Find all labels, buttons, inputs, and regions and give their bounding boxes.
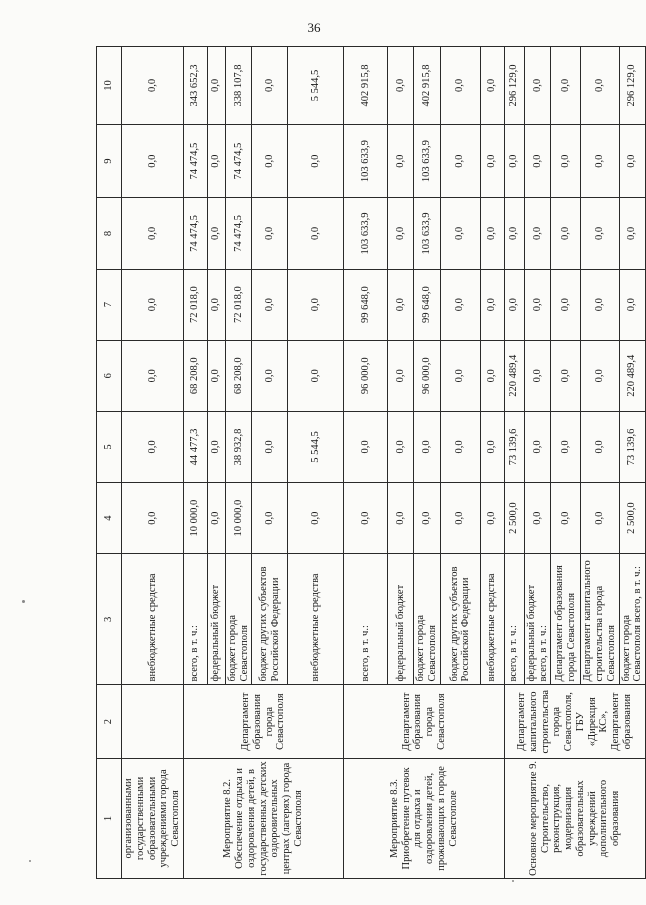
value-cell: 0,0 bbox=[480, 483, 504, 554]
value-cell: 296 129,0 bbox=[619, 47, 646, 125]
value-cell: 0,0 bbox=[504, 198, 524, 269]
value-cell: 0,0 bbox=[288, 269, 344, 340]
value-cell: 0,0 bbox=[551, 198, 581, 269]
value-cell: 0,0 bbox=[388, 47, 414, 125]
value-cell: 0,0 bbox=[619, 198, 646, 269]
value-cell: 0,0 bbox=[551, 340, 581, 411]
value-cell: 0,0 bbox=[524, 124, 551, 197]
value-cell: 2 500,0 bbox=[504, 483, 524, 554]
value-cell: 402 915,8 bbox=[344, 47, 388, 125]
budget-table bbox=[96, 46, 646, 879]
value-cell: 0,0 bbox=[619, 124, 646, 197]
scan-speck bbox=[22, 600, 25, 603]
value-cell: 0,0 bbox=[440, 47, 480, 125]
value-cell: 0,0 bbox=[388, 269, 414, 340]
value-cell: 0,0 bbox=[122, 269, 184, 340]
value-cell: 99 648,0 bbox=[414, 269, 441, 340]
value-cell: 0,0 bbox=[207, 340, 225, 411]
scan-speck bbox=[29, 860, 31, 862]
funding-source-cell: федеральный бюджет bbox=[207, 554, 225, 685]
value-cell: 343 652,3 bbox=[183, 47, 207, 125]
value-cell: 2 500,0 bbox=[619, 483, 646, 554]
value-cell: 0,0 bbox=[388, 340, 414, 411]
value-cell: 220 489,4 bbox=[504, 340, 524, 411]
column-header: 6 bbox=[97, 340, 122, 411]
column-header: 10 bbox=[97, 47, 122, 125]
value-cell: 0,0 bbox=[388, 124, 414, 197]
value-cell: 0,0 bbox=[207, 124, 225, 197]
value-cell: 68 208,0 bbox=[225, 340, 252, 411]
value-cell: 0,0 bbox=[252, 269, 288, 340]
value-cell: 72 018,0 bbox=[183, 269, 207, 340]
value-cell: 0,0 bbox=[440, 198, 480, 269]
executor-cell: Департамент капитального строительства города Севастополя, ГБУ «Дирекция КС», Департамент образования bbox=[504, 685, 645, 758]
table-row bbox=[122, 47, 184, 879]
executor-cell: Департамент образования города Севастополя bbox=[183, 685, 344, 758]
measure-name-cell: Мероприятие 8.3. Приобретение путевок для отдыха и оздоровления детей, проживающих в городе Севастополе bbox=[344, 758, 505, 878]
value-cell: 0,0 bbox=[480, 269, 504, 340]
funding-source-cell: всего, в т. ч.: bbox=[504, 554, 524, 685]
value-cell: 0,0 bbox=[619, 269, 646, 340]
value-cell: 0,0 bbox=[344, 411, 388, 482]
value-cell: 10 000,0 bbox=[225, 483, 252, 554]
value-cell: 74 474,5 bbox=[183, 124, 207, 197]
table-row bbox=[344, 47, 388, 879]
value-cell: 0,0 bbox=[252, 124, 288, 197]
column-header: 9 bbox=[97, 124, 122, 197]
value-cell: 402 915,8 bbox=[414, 47, 441, 125]
value-cell: 0,0 bbox=[288, 198, 344, 269]
value-cell: 0,0 bbox=[581, 47, 619, 125]
value-cell: 0,0 bbox=[252, 47, 288, 125]
value-cell: 296 129,0 bbox=[504, 47, 524, 125]
value-cell: 0,0 bbox=[207, 198, 225, 269]
funding-source-cell: бюджет города Севастополя всего, в т. ч.: bbox=[619, 554, 646, 685]
value-cell: 0,0 bbox=[122, 47, 184, 125]
value-cell: 103 633,9 bbox=[344, 124, 388, 197]
value-cell: 0,0 bbox=[480, 47, 504, 125]
table-row bbox=[504, 47, 524, 879]
funding-source-cell: Департамент образования города Севастополя bbox=[551, 554, 581, 685]
value-cell: 0,0 bbox=[122, 124, 184, 197]
measure-name-cell: Основное мероприятие 9. Строительство, реконструкция, модернизация образовательных учреждений дополнительного образования bbox=[504, 758, 645, 878]
scan-speck bbox=[512, 880, 514, 882]
value-cell: 72 018,0 bbox=[225, 269, 252, 340]
value-cell: 0,0 bbox=[122, 198, 184, 269]
value-cell: 338 107,8 bbox=[225, 47, 252, 125]
value-cell: 0,0 bbox=[207, 411, 225, 482]
value-cell: 220 489,4 bbox=[619, 340, 646, 411]
funding-source-cell: внебюджетные средства bbox=[288, 554, 344, 685]
value-cell: 0,0 bbox=[207, 483, 225, 554]
measure-name-cell: организованными государственными образовательными учреждениями города Севастополя bbox=[122, 758, 184, 878]
page-number: 36 bbox=[307, 20, 321, 35]
value-cell: 0,0 bbox=[480, 340, 504, 411]
value-cell: 0,0 bbox=[440, 269, 480, 340]
value-cell: 0,0 bbox=[388, 483, 414, 554]
value-cell: 0,0 bbox=[440, 124, 480, 197]
table-wrapper bbox=[96, 46, 644, 879]
table-row bbox=[183, 47, 207, 879]
value-cell: 0,0 bbox=[524, 269, 551, 340]
funding-source-cell: бюджет других субъектов Российской Федерации bbox=[252, 554, 288, 685]
column-header: 1 bbox=[97, 758, 122, 878]
value-cell: 0,0 bbox=[122, 411, 184, 482]
value-cell: 96 000,0 bbox=[414, 340, 441, 411]
header-row bbox=[97, 47, 122, 879]
value-cell: 5 544,5 bbox=[288, 411, 344, 482]
value-cell: 0,0 bbox=[581, 483, 619, 554]
value-cell: 0,0 bbox=[581, 198, 619, 269]
value-cell: 68 208,0 bbox=[183, 340, 207, 411]
value-cell: 0,0 bbox=[524, 483, 551, 554]
value-cell: 0,0 bbox=[414, 483, 441, 554]
value-cell: 103 633,9 bbox=[414, 124, 441, 197]
value-cell: 0,0 bbox=[388, 411, 414, 482]
column-header: 2 bbox=[97, 685, 122, 758]
funding-source-cell: бюджет города Севастополя bbox=[225, 554, 252, 685]
column-header: 7 bbox=[97, 269, 122, 340]
value-cell: 0,0 bbox=[551, 47, 581, 125]
value-cell: 0,0 bbox=[524, 411, 551, 482]
funding-source-cell: Департамент капитального строительства города Севастополя bbox=[581, 554, 619, 685]
value-cell: 0,0 bbox=[440, 483, 480, 554]
funding-source-cell: бюджет других субъектов Российской Федерации bbox=[440, 554, 480, 685]
value-cell: 0,0 bbox=[480, 198, 504, 269]
value-cell: 0,0 bbox=[207, 47, 225, 125]
value-cell: 5 544,5 bbox=[288, 47, 344, 125]
value-cell: 0,0 bbox=[551, 124, 581, 197]
executor-cell: Департамент образования города Севастополя bbox=[344, 685, 505, 758]
value-cell: 0,0 bbox=[440, 340, 480, 411]
value-cell: 103 633,9 bbox=[414, 198, 441, 269]
value-cell: 0,0 bbox=[344, 483, 388, 554]
value-cell: 0,0 bbox=[440, 411, 480, 482]
funding-source-cell: бюджет города Севастополя bbox=[414, 554, 441, 685]
value-cell: 0,0 bbox=[288, 483, 344, 554]
value-cell: 74 474,5 bbox=[225, 124, 252, 197]
value-cell: 74 474,5 bbox=[225, 198, 252, 269]
value-cell: 44 477,3 bbox=[183, 411, 207, 482]
value-cell: 0,0 bbox=[288, 340, 344, 411]
value-cell: 73 139,6 bbox=[619, 411, 646, 482]
value-cell: 0,0 bbox=[252, 411, 288, 482]
value-cell: 0,0 bbox=[388, 198, 414, 269]
value-cell: 0,0 bbox=[122, 340, 184, 411]
value-cell: 0,0 bbox=[551, 483, 581, 554]
value-cell: 0,0 bbox=[524, 47, 551, 125]
value-cell: 0,0 bbox=[581, 269, 619, 340]
column-header: 3 bbox=[97, 554, 122, 685]
funding-source-cell: федеральный бюджет всего, в т. ч.: bbox=[524, 554, 551, 685]
value-cell: 0,0 bbox=[581, 124, 619, 197]
rotated-table-area bbox=[96, 46, 644, 879]
funding-source-cell: всего, в т. ч.: bbox=[344, 554, 388, 685]
value-cell: 0,0 bbox=[581, 411, 619, 482]
executor-cell bbox=[122, 685, 184, 758]
value-cell: 0,0 bbox=[252, 198, 288, 269]
value-cell: 0,0 bbox=[504, 269, 524, 340]
value-cell: 0,0 bbox=[122, 483, 184, 554]
value-cell: 0,0 bbox=[581, 340, 619, 411]
value-cell: 99 648,0 bbox=[344, 269, 388, 340]
value-cell: 74 474,5 bbox=[183, 198, 207, 269]
value-cell: 0,0 bbox=[480, 124, 504, 197]
value-cell: 0,0 bbox=[480, 411, 504, 482]
value-cell: 0,0 bbox=[524, 198, 551, 269]
funding-source-cell: внебюджетные средства bbox=[122, 554, 184, 685]
measure-name-cell: Мероприятие 8.2. Обеспечение отдыха и оздоровления детей, в государственных детских оздоровительных центрах (лагерях) города Севастополя bbox=[183, 758, 344, 878]
value-cell: 103 633,9 bbox=[344, 198, 388, 269]
value-cell: 38 932,8 bbox=[225, 411, 252, 482]
value-cell: 73 139,6 bbox=[504, 411, 524, 482]
column-header: 4 bbox=[97, 483, 122, 554]
value-cell: 96 000,0 bbox=[344, 340, 388, 411]
value-cell: 0,0 bbox=[551, 411, 581, 482]
value-cell: 0,0 bbox=[504, 124, 524, 197]
value-cell: 0,0 bbox=[551, 269, 581, 340]
value-cell: 0,0 bbox=[252, 483, 288, 554]
column-header: 8 bbox=[97, 198, 122, 269]
value-cell: 0,0 bbox=[524, 340, 551, 411]
value-cell: 0,0 bbox=[252, 340, 288, 411]
funding-source-cell: внебюджетные средства bbox=[480, 554, 504, 685]
value-cell: 10 000,0 bbox=[183, 483, 207, 554]
value-cell: 0,0 bbox=[288, 124, 344, 197]
funding-source-cell: всего, в т. ч.: bbox=[183, 554, 207, 685]
column-header: 5 bbox=[97, 411, 122, 482]
value-cell: 0,0 bbox=[414, 411, 441, 482]
funding-source-cell: федеральный бюджет bbox=[388, 554, 414, 685]
value-cell: 0,0 bbox=[207, 269, 225, 340]
